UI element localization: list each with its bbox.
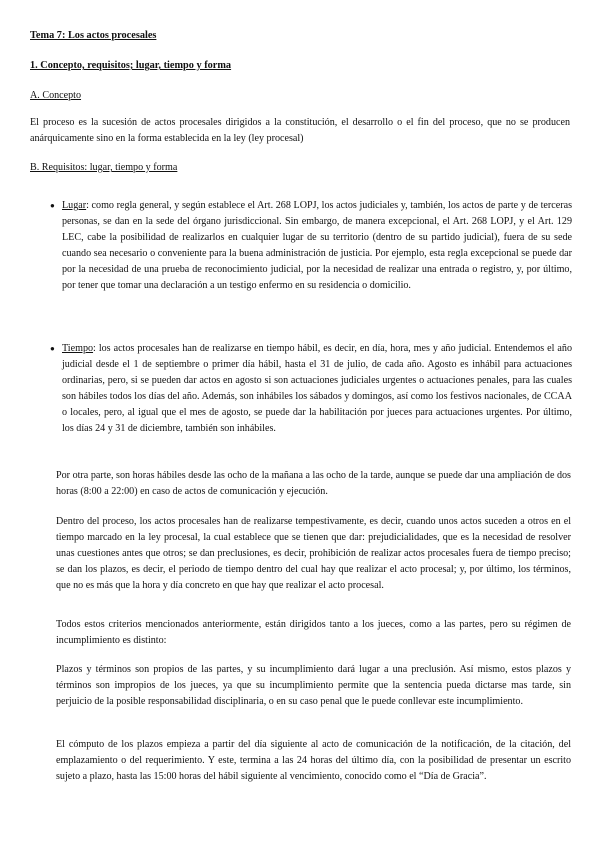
paragraph-computo-plazos: El cómputo de los plazos empieza a partir del día siguiente al acto de comunicación de la notificación, de la citación, del emplazamiento o del requerimiento. Y este, termina a las 24 horas del último día, con la posibilidad de presentar un escrito sujeto a plazo, hasta las 15:00 horas del hábil siguiente al vencimiento, conocido como el “Día de Gracia”. [56,739,571,782]
paragraph-tempestivamente: Dentro del proceso, los actos procesales han de realizarse tempestivamente, es decir, cuando unos actos suceden a otros en el tiempo marcado en la ley procesal, la cual establece que se tienen que dar: prejudicialidades, que es la necesidad de resolver unas cuestiones antes que otros; se dan preclusiones, es decir, prohibición de realizar actos procesales fuera de tiempo preciso; se dan los plazos, es decir, el periodo de tiempo dentro del cual hay que realizar el acto procesal; y, por último, los términos, que no es más que la hora y día concreto en que hay que realizar el acto procesal. [56,516,571,591]
bullet-text-lugar: : como regla general, y según establece el Art. 268 LOPJ, los actos judiciales y, también, los actos de parte y de terceras personas, se dan en la sede del órgano jurisdiccional. Sin embargo, de manera excepcional, el Art. 268 LOPJ, y el Art. 129 LEC, cabe la posibilidad de realizarlos en cualquier lugar de su territorio (dentro de su partido judicial), fuera de su sede cuando sea necesario o conveniente para la buena administración de justicia. Por ejemplo, esta regla excepcional se puede dar por la necesidad de una prueba de reconocimiento judicial, por la necesidad de realizar una entrada o registro, y, por último, por tener que tomar una declaración a un testigo enfermo en su residencia o domicilio. [62,200,572,291]
page-title: Tema 7: Los actos procesales [30,30,157,41]
subsection-heading-requisitos: B. Requisitos: lugar, tiempo y forma [30,162,178,173]
paragraph-plazos-terminos: Plazos y términos son propios de las partes, y su incumplimiento dará lugar a una preclusión. Así mismo, estos plazos y términos son impropios de los jueces, ya que su incumplimiento permite que la sentencia pueda dictarse mas tarde, sin perjuicio de la posible responsabilidad disciplinaria, o en su caso penal que le puede conllevar este incumplimiento. [56,664,571,707]
paragraph-horas-habiles: Por otra parte, son horas hábiles desde las ocho de la mañana a las ocho de la tarde, aunque se puede dar una ampliación de dos horas (8:00 a 22:00) en caso de actos de comunicación y ejecución. [56,470,571,497]
bullet-text-tiempo: : los actos procesales han de realizarse en tiempo hábil, es decir, en día, hora, mes y año judicial. Entendemos el año judicial desde el 1 de septiembre o primer día hábil, hasta el 31 de julio, de cada año. Agosto es inhábil para actuaciones ordinarias, pero, si se pueden dar actos en agosto si son actuaciones judiciales urgentes o actuaciones penales, para las cuales son hábiles todos los días del año. Además, son inhábiles los sábados y domingos, así como los festivos nacionales, de CCAA o locales, pero, al igual que el mes de agosto, se puede dar la habilitación por jueces para actuaciones urgentes. Por último, los días 24 y 31 de diciembre, también son inhábiles. [62,343,572,434]
bullet-lugar [62,198,572,294]
paragraph-criterios: Todos estos criterios mencionados anteriormente, están dirigidos tanto a los jueces, como a las partes, pero su régimen de incumplimiento es distinto: [56,619,571,646]
concepto-paragraph: El proceso es la sucesión de actos procesales dirigidos a la constitución, el desarrollo o el fin del proceso, que no se producen anárquicamente sino en la forma establecida en la ley (ley procesal) [30,117,570,144]
bullet-tiempo [62,341,572,437]
bullet-label-tiempo: Tiempo [62,343,94,354]
section-heading: 1. Concepto, requisitos; lugar, tiempo y forma [30,60,232,71]
bullet-dot-icon: ● [50,344,55,353]
subsection-heading-concepto: A. Concepto [30,90,82,101]
bullet-label-lugar: Lugar [62,200,87,211]
bullet-dot-icon: ● [50,201,55,210]
